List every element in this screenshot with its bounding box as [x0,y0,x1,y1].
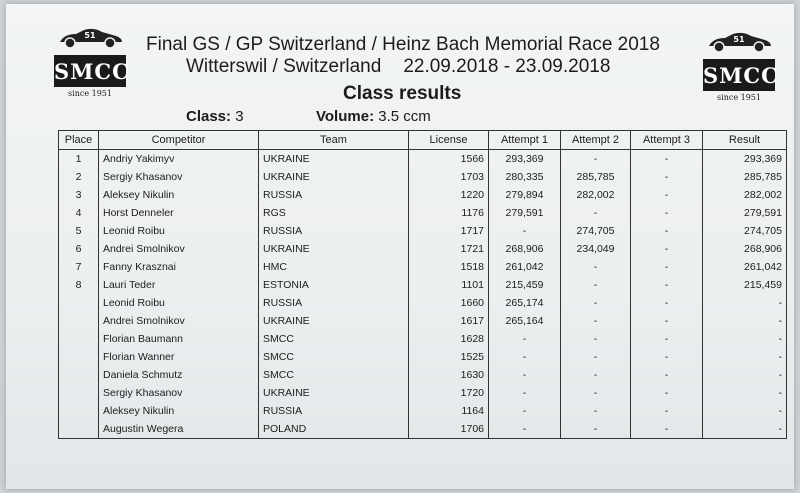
attempt-3-cell: - [631,276,703,294]
license-cell: 1721 [409,240,489,258]
attempt-3-cell: - [631,330,703,348]
attempt-1-cell: 215,459 [489,276,561,294]
class-label: Class: [186,108,232,125]
team-cell: SMCC [259,366,409,384]
table-row [59,168,787,186]
attempt-3-cell: - [631,240,703,258]
attempt-3-cell: - [631,384,703,402]
attempt-3-cell: - [631,150,703,169]
attempt-1-cell: 261,042 [489,258,561,276]
result-cell: - [703,420,787,439]
column-header-attempt-3: Attempt 3 [631,131,703,150]
attempt-1-cell: - [489,348,561,366]
attempt-1-cell: - [489,222,561,240]
place-cell [59,384,99,402]
attempt-1-cell: - [489,330,561,348]
table-row [59,366,787,384]
result-cell: - [703,384,787,402]
place-cell [59,330,99,348]
event-location-dates [186,56,610,78]
attempt-2-cell: - [561,420,631,439]
attempt-1-cell: - [489,366,561,384]
result-cell: - [703,312,787,330]
competitor-cell: Leonid Roibu [99,294,259,312]
table-row [59,240,787,258]
table-row [59,420,787,439]
attempt-3-cell: - [631,204,703,222]
volume-value: 3.5 ccm [378,108,431,125]
license-cell: 1630 [409,366,489,384]
team-cell: SMCC [259,330,409,348]
result-cell: 293,369 [703,150,787,169]
result-cell: 282,002 [703,186,787,204]
competitor-cell: Lauri Teder [99,276,259,294]
attempt-2-cell: - [561,366,631,384]
attempt-3-cell: - [631,420,703,439]
table-header-row [59,131,787,150]
column-header-result: Result [703,131,787,150]
competitor-cell: Fanny Krasznai [99,258,259,276]
competitor-cell: Leonid Roibu [99,222,259,240]
class-info [186,108,431,125]
column-header-attempt-1: Attempt 1 [489,131,561,150]
team-cell: UKRAINE [259,168,409,186]
table-row [59,330,787,348]
class-value: 3 [235,108,244,125]
attempt-1-cell: 265,164 [489,312,561,330]
place-cell: 3 [59,186,99,204]
race-car-icon [703,28,775,54]
place-cell: 8 [59,276,99,294]
team-cell: UKRAINE [259,150,409,169]
attempt-2-cell: - [561,402,631,420]
attempt-3-cell: - [631,402,703,420]
attempt-1-cell: - [489,384,561,402]
table-row [59,402,787,420]
attempt-2-cell: - [561,348,631,366]
column-header-attempt-2: Attempt 2 [561,131,631,150]
team-cell: UKRAINE [259,384,409,402]
place-cell [59,348,99,366]
result-cell: 285,785 [703,168,787,186]
competitor-cell: Aleksey Nikulin [99,402,259,420]
attempt-2-cell: - [561,276,631,294]
license-cell: 1720 [409,384,489,402]
team-cell: RUSSIA [259,186,409,204]
attempt-2-cell: - [561,312,631,330]
attempt-3-cell: - [631,348,703,366]
attempt-3-cell: - [631,258,703,276]
attempt-1-cell: - [489,420,561,439]
competitor-cell: Florian Baumann [99,330,259,348]
license-cell: 1706 [409,420,489,439]
attempt-1-cell: - [489,402,561,420]
volume-label: Volume: [316,108,375,125]
team-cell: UKRAINE [259,312,409,330]
column-header-team: Team [259,131,409,150]
attempt-2-cell: 234,049 [561,240,631,258]
result-cell: 279,591 [703,204,787,222]
result-cell: - [703,366,787,384]
attempt-2-cell: 274,705 [561,222,631,240]
result-cell: - [703,348,787,366]
page-heading: Class results [343,83,462,104]
license-cell: 1525 [409,348,489,366]
license-cell: 1566 [409,150,489,169]
license-cell: 1660 [409,294,489,312]
place-cell [59,420,99,439]
result-cell: - [703,330,787,348]
result-cell: 261,042 [703,258,787,276]
license-cell: 1164 [409,402,489,420]
license-cell: 1628 [409,330,489,348]
license-cell: 1518 [409,258,489,276]
table-row [59,204,787,222]
attempt-2-cell: - [561,384,631,402]
team-cell: RUSSIA [259,402,409,420]
attempt-2-cell: - [561,258,631,276]
table-row [59,294,787,312]
result-cell: - [703,294,787,312]
attempt-3-cell: - [631,168,703,186]
event-title: Final GS / GP Switzerland / Heinz Bach Memorial Race 2018 [146,34,660,55]
competitor-cell: Andrei Smolnikov [99,312,259,330]
smcc-logo-left [54,24,130,98]
place-cell: 7 [59,258,99,276]
team-cell: UKRAINE [259,240,409,258]
attempt-3-cell: - [631,366,703,384]
competitor-cell: Horst Denneler [99,204,259,222]
table-row [59,150,787,169]
attempt-2-cell: - [561,330,631,348]
table-row [59,384,787,402]
place-cell [59,312,99,330]
volume-info [316,108,431,125]
attempt-3-cell: - [631,294,703,312]
team-cell: SMCC [259,348,409,366]
results-sheet [6,4,794,489]
race-car-icon [54,24,126,50]
place-cell: 2 [59,168,99,186]
place-cell: 6 [59,240,99,258]
place-cell [59,294,99,312]
competitor-cell: Sergiy Khasanov [99,168,259,186]
event-location: Witterswil / Switzerland [186,56,382,77]
attempt-1-cell: 293,369 [489,150,561,169]
competitor-cell: Daniela Schmutz [99,366,259,384]
team-cell: RUSSIA [259,222,409,240]
column-header-competitor: Competitor [99,131,259,150]
attempt-2-cell: - [561,294,631,312]
attempt-3-cell: - [631,312,703,330]
team-cell: RUSSIA [259,294,409,312]
car-number: 51 [84,31,96,40]
place-cell [59,402,99,420]
table-row [59,276,787,294]
logo-since: since 1951 [68,89,112,98]
license-cell: 1220 [409,186,489,204]
license-cell: 1717 [409,222,489,240]
logo-since: since 1951 [717,93,761,102]
column-header-place: Place [59,131,99,150]
place-cell: 4 [59,204,99,222]
column-header-license: License [409,131,489,150]
results-table [58,130,787,439]
team-cell: HMC [259,258,409,276]
competitor-cell: Andrei Smolnikov [99,240,259,258]
result-cell: - [703,402,787,420]
attempt-1-cell: 279,591 [489,204,561,222]
team-cell: ESTONIA [259,276,409,294]
table-row [59,348,787,366]
result-cell: 215,459 [703,276,787,294]
attempt-3-cell: - [631,186,703,204]
logo-text: SMCC [703,59,775,91]
place-cell: 1 [59,150,99,169]
results-body [59,150,787,439]
event-dates: 22.09.2018 - 23.09.2018 [403,56,611,77]
team-cell: RGS [259,204,409,222]
place-cell [59,366,99,384]
smcc-logo-right [703,28,779,102]
license-cell: 1617 [409,312,489,330]
competitor-cell: Aleksey Nikulin [99,186,259,204]
attempt-2-cell: 282,002 [561,186,631,204]
attempt-1-cell: 265,174 [489,294,561,312]
car-number: 51 [733,35,745,44]
table-row [59,186,787,204]
place-cell: 5 [59,222,99,240]
attempt-2-cell: - [561,150,631,169]
license-cell: 1176 [409,204,489,222]
attempt-2-cell: - [561,204,631,222]
competitor-cell: Sergiy Khasanov [99,384,259,402]
attempt-3-cell: - [631,222,703,240]
license-cell: 1101 [409,276,489,294]
table-row [59,312,787,330]
attempt-2-cell: 285,785 [561,168,631,186]
table-row [59,222,787,240]
competitor-cell: Florian Wanner [99,348,259,366]
attempt-1-cell: 279,894 [489,186,561,204]
result-cell: 274,705 [703,222,787,240]
competitor-cell: Andriy Yakimyv [99,150,259,169]
attempt-1-cell: 280,335 [489,168,561,186]
result-cell: 268,906 [703,240,787,258]
team-cell: POLAND [259,420,409,439]
logo-text: SMCC [54,55,126,87]
competitor-cell: Augustin Wegera [99,420,259,439]
attempt-1-cell: 268,906 [489,240,561,258]
table-row [59,258,787,276]
license-cell: 1703 [409,168,489,186]
